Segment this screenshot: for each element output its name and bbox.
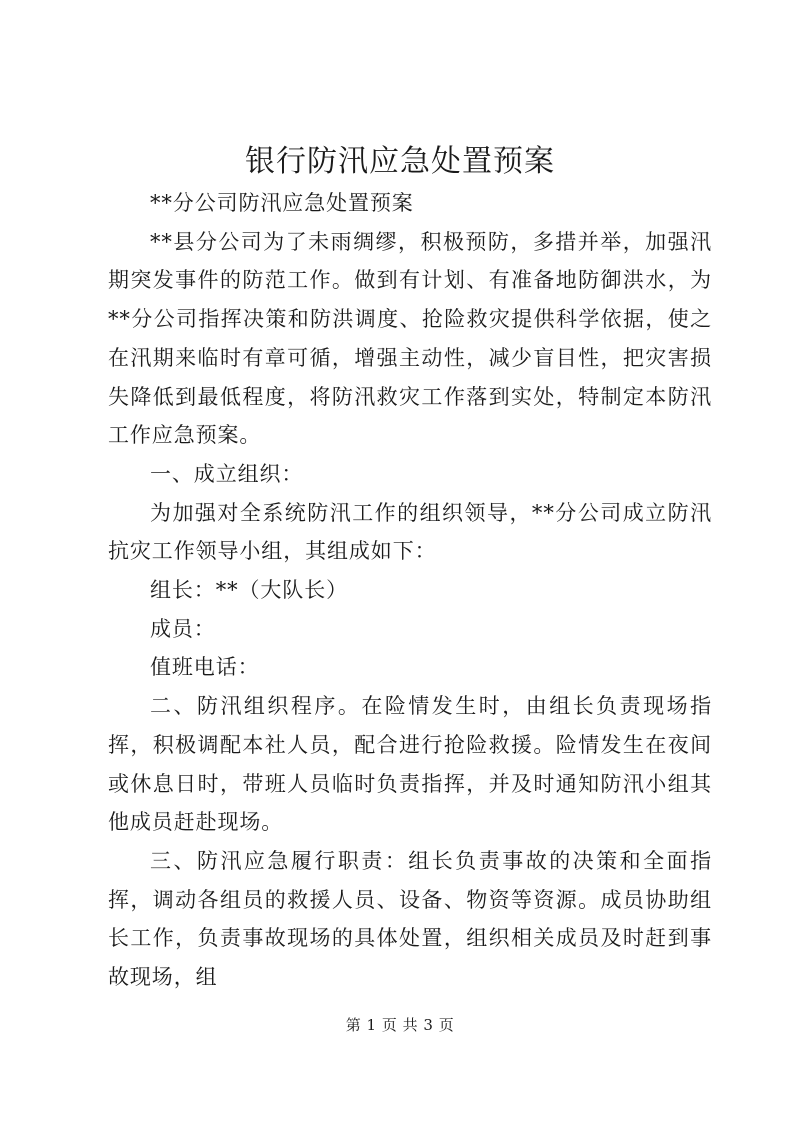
document-body xyxy=(108,184,712,997)
team-leader-line: 组长：**（大队长） xyxy=(150,578,348,603)
section-heading-organization: 一、成立组织： xyxy=(150,461,304,486)
duties-paragraph: 三、防汛应急履行职责：组长负责事故的决策和全面指挥，调动各组员的救援人员、设备、物资等资源。成员协助组长工作，负责事故现场的具体处置，组织相关成员及时赶到事故现场，组 xyxy=(108,848,712,990)
procedure-paragraph: 二、防汛组织程序。在险情发生时，由组长负责现场指挥，积极调配本社人员，配合进行抢险救援。险情发生在夜间或休息日时，带班人员临时负责指挥，并及时通知防汛小组其他成员赶赴现场。 xyxy=(108,694,712,835)
members-line: 成员： xyxy=(150,616,216,641)
document-title: 银行防汛应急处置预案 xyxy=(245,144,555,179)
subtitle-paragraph: **分公司防汛应急处置预案 xyxy=(150,191,414,215)
organization-paragraph: 为加强对全系统防汛工作的组织领导，**分公司成立防汛抗灾工作领导小组，其组成如下： xyxy=(108,500,712,564)
duty-phone-line: 值班电话： xyxy=(150,655,260,680)
intro-paragraph: **县分公司为了未雨绸缪，积极预防，多措并举，加强汛期突发事件的防范工作。做到有计划、有准备地防御洪水，为**分公司指挥决策和防洪调度、抢险救灾提供科学依据，使之在汛期来临时有章可循，增强主动性，减少盲目性，把灾害损失降低到最低程度，将防汛救灾工作落到实处，特制定本防汛工作应急预案。 xyxy=(108,229,712,448)
page-number-footer: 第 1 页 共 3 页 xyxy=(345,1016,455,1034)
